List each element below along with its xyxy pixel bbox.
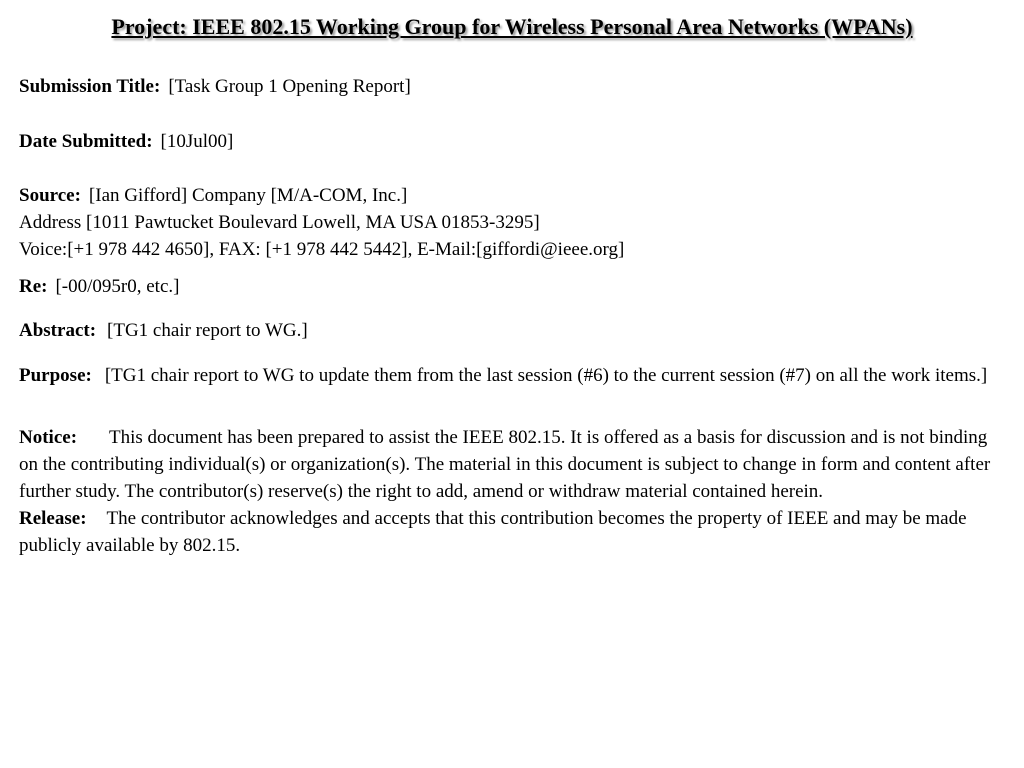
- abstract-value: [TG1 chair report to WG.]: [107, 320, 308, 341]
- project-title: Project: IEEE 802.15 Working Group for Wireless Personal Area Networks (WPANs): [111, 14, 913, 39]
- submission-title-label: Submission Title:: [19, 76, 161, 97]
- purpose-label: Purpose:: [19, 365, 92, 386]
- source-address: Address [1011 Pawtucket Boulevard Lowell, MA USA 01853-3295]: [19, 212, 540, 233]
- release-value: The contributor acknowledges and accepts that this contribution becomes the property of IEEE and may be made publicly available by 802.15.: [19, 508, 967, 556]
- date-submitted-label: Date Submitted:: [19, 131, 153, 152]
- source-value: [Ian Gifford] Company [M/A-COM, Inc.]: [88, 185, 408, 206]
- purpose-field: [19, 362, 1009, 389]
- abstract-label: Abstract:: [19, 320, 97, 341]
- notice-release-field: [19, 424, 1009, 559]
- submission-title-value: [Task Group 1 Opening Report]: [168, 76, 411, 97]
- source-label: Source:: [19, 185, 81, 206]
- re-field: [19, 273, 1009, 300]
- submission-title-field: [19, 73, 1009, 100]
- notice-value: This document has been prepared to assist the IEEE 802.15. It is offered as a basis for discussion and is not binding on the contributing individual(s) or organization(s). The material in this document is subject to change in form and content after further study. The contributor(s) reserve(s) the right to add, amend or withdraw material contained herein.: [19, 427, 991, 502]
- date-submitted-value: [10Jul00]: [160, 131, 234, 152]
- release-label: Release:: [19, 508, 87, 529]
- purpose-value: [TG1 chair report to WG to update them from the last session (#6) to the current session (#7) on all the work items.]: [104, 365, 988, 386]
- source-contact: Voice:[+1 978 442 4650], FAX: [+1 978 442 5442], E-Mail:[giffordi@ieee.org]: [19, 239, 625, 260]
- re-value: [-00/095r0, etc.]: [55, 276, 180, 297]
- source-field: [19, 182, 1009, 263]
- re-label: Re:: [19, 276, 48, 297]
- abstract-field: [19, 317, 1009, 344]
- date-submitted-field: [19, 128, 1009, 155]
- notice-label: Notice:: [19, 427, 78, 448]
